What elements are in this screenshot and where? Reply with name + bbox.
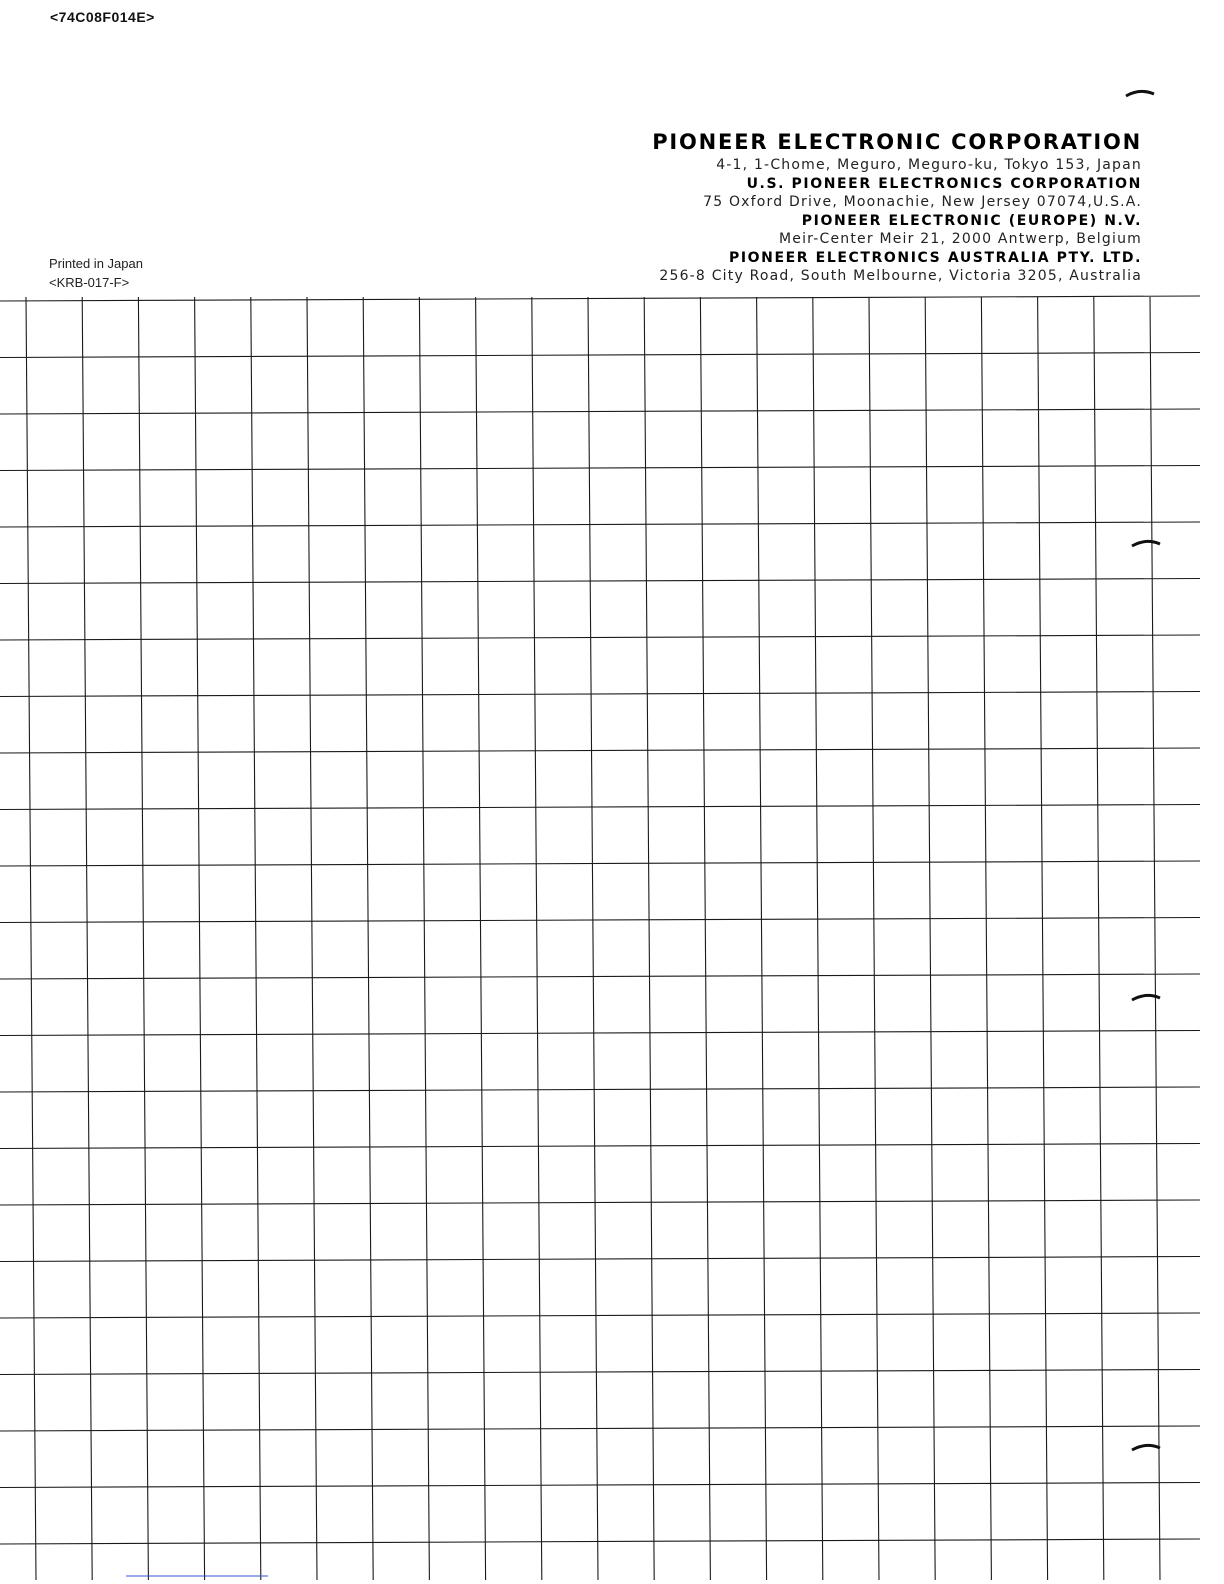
grid-horizontal-line bbox=[0, 918, 1200, 923]
company-name: PIONEER ELECTRONIC CORPORATION bbox=[652, 130, 1142, 154]
punch-hole-mark bbox=[1126, 91, 1154, 96]
grid-lines bbox=[0, 296, 1200, 1580]
grid-vertical-line bbox=[419, 297, 429, 1580]
grid-horizontal-line bbox=[0, 861, 1200, 866]
grid-horizontal-line bbox=[0, 1087, 1200, 1092]
punch-hole-mark bbox=[1132, 1445, 1160, 1450]
grid-vertical-line bbox=[588, 297, 598, 1580]
office-address-australia: 256-8 City Road, South Melbourne, Victoria 3205, Australia bbox=[659, 268, 1142, 284]
grid-vertical-line bbox=[1150, 297, 1160, 1580]
grid-horizontal-line bbox=[0, 522, 1200, 527]
grid-vertical-line bbox=[82, 297, 92, 1580]
grid-vertical-line bbox=[644, 297, 654, 1580]
grid-horizontal-line bbox=[0, 296, 1200, 301]
punch-hole-mark bbox=[1132, 541, 1160, 546]
grid-horizontal-line bbox=[0, 748, 1200, 753]
office-name-australia: PIONEER ELECTRONICS AUSTRALIA PTY. LTD. bbox=[728, 250, 1142, 266]
grid-horizontal-line bbox=[0, 1426, 1200, 1431]
grid-horizontal-line bbox=[0, 1200, 1200, 1205]
office-name-europe: PIONEER ELECTRONIC (EUROPE) N.V. bbox=[801, 213, 1142, 229]
grid-horizontal-line bbox=[0, 1539, 1200, 1544]
grid-vertical-line bbox=[307, 297, 317, 1580]
grid-vertical-line bbox=[251, 297, 261, 1580]
grid-vertical-line bbox=[195, 297, 205, 1580]
grid-horizontal-line bbox=[0, 1144, 1200, 1149]
grid-horizontal-line bbox=[0, 974, 1200, 979]
grid-vertical-line bbox=[476, 297, 486, 1580]
grid-vertical-line bbox=[26, 297, 36, 1580]
printed-in-label: Printed in Japan bbox=[49, 256, 143, 271]
grid-horizontal-line bbox=[0, 1370, 1200, 1375]
grid-vertical-line bbox=[925, 297, 935, 1580]
grid-vertical-line bbox=[532, 297, 542, 1580]
grid-vertical-line bbox=[1094, 297, 1104, 1580]
grid-vertical-line bbox=[138, 297, 148, 1580]
grid-horizontal-line bbox=[0, 409, 1200, 414]
grid-horizontal-line bbox=[0, 466, 1200, 471]
grid-vertical-line bbox=[981, 297, 991, 1580]
grid-vertical-line bbox=[363, 297, 373, 1580]
grid-vertical-line bbox=[1038, 297, 1048, 1580]
binder-punch-marks bbox=[1126, 91, 1160, 1450]
grid-horizontal-line bbox=[0, 805, 1200, 810]
grid-horizontal-line bbox=[0, 353, 1200, 358]
grid-vertical-line bbox=[813, 297, 823, 1580]
office-name-us: U.S. PIONEER ELECTRONICS CORPORATION bbox=[746, 176, 1142, 192]
office-address-europe: Meir-Center Meir 21, 2000 Antwerp, Belgium bbox=[779, 231, 1142, 247]
grid-horizontal-line bbox=[0, 1257, 1200, 1262]
office-address-us: 75 Oxford Drive, Moonachie, New Jersey 07074,U.S.A. bbox=[703, 194, 1142, 210]
grid-horizontal-line bbox=[0, 692, 1200, 697]
grid-horizontal-line bbox=[0, 1031, 1200, 1036]
grid-horizontal-line bbox=[0, 1313, 1200, 1318]
company-address: 4-1, 1-Chome, Meguro, Meguro-ku, Tokyo 153, Japan bbox=[716, 157, 1142, 173]
catalog-code: <KRB-017-F> bbox=[49, 275, 130, 290]
grid-horizontal-line bbox=[0, 1483, 1200, 1488]
grid-vertical-line bbox=[757, 297, 767, 1580]
document-code: <74C08F014E> bbox=[50, 9, 155, 25]
grid-horizontal-line bbox=[0, 635, 1200, 640]
grid-vertical-line bbox=[869, 297, 879, 1580]
grid-horizontal-line bbox=[0, 579, 1200, 584]
grid-vertical-line bbox=[700, 297, 710, 1580]
